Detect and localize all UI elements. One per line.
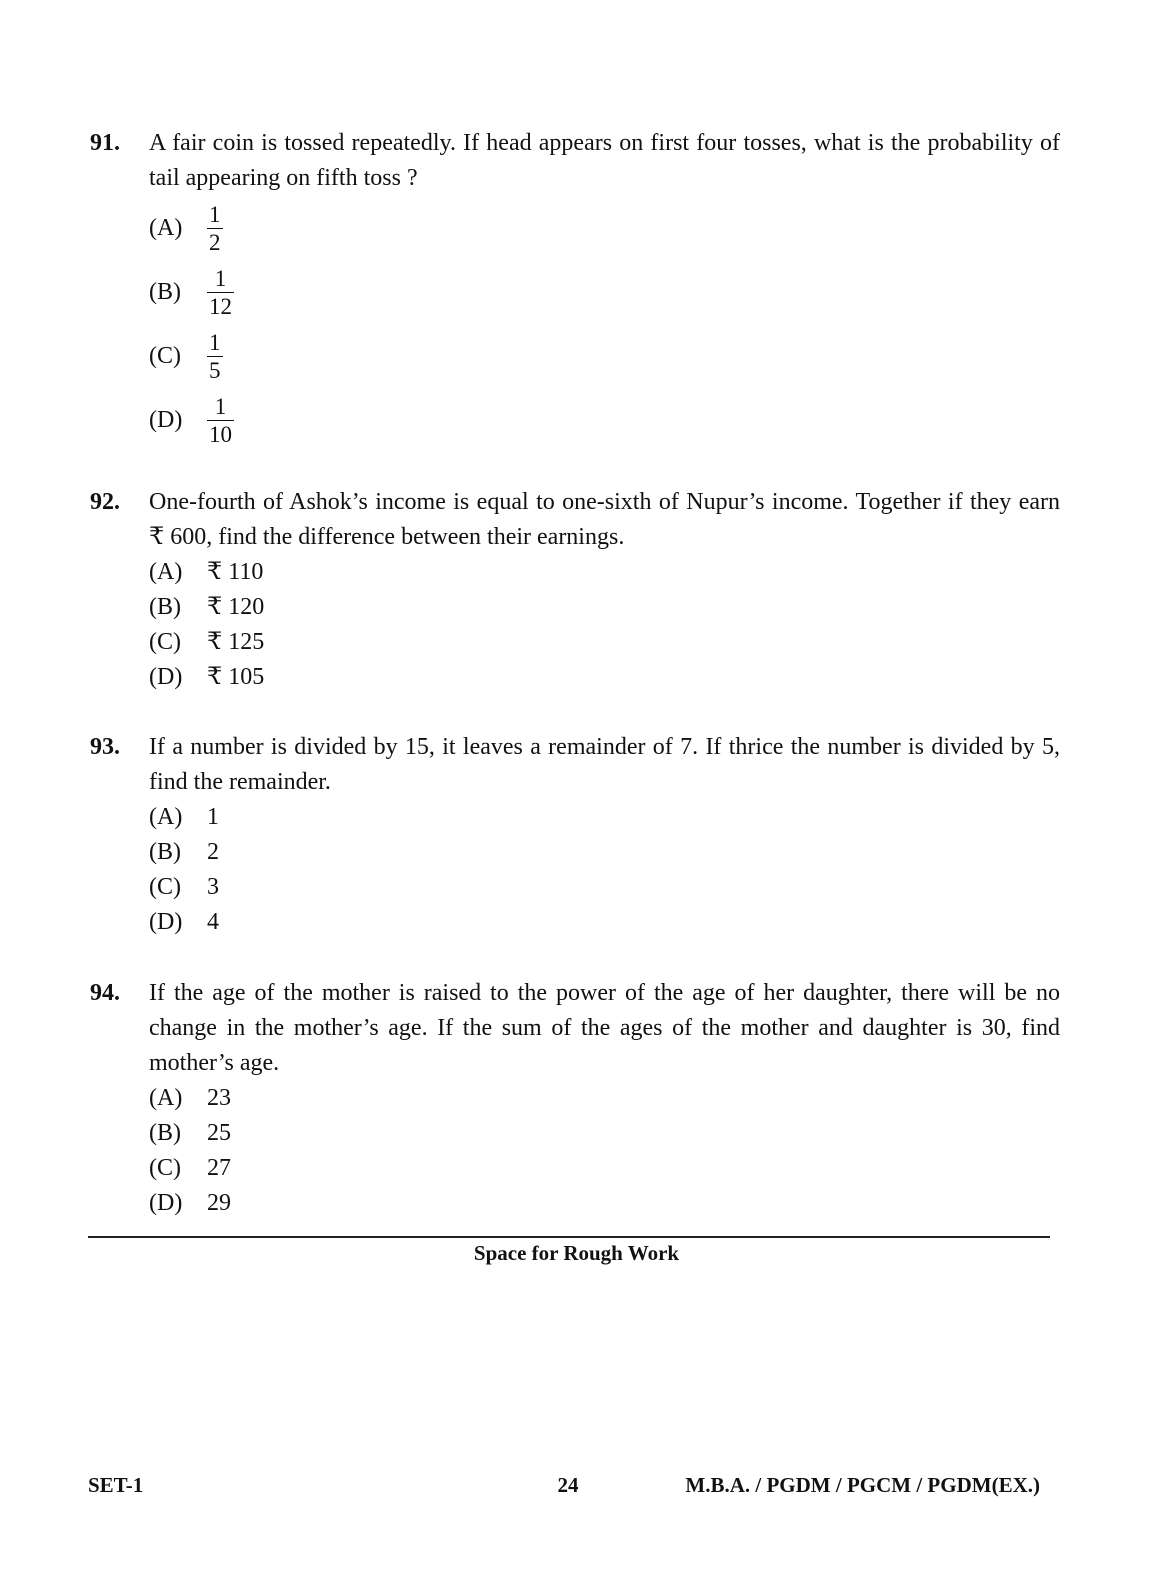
option-label: (D) xyxy=(149,909,183,935)
option-label: (C) xyxy=(149,1155,181,1181)
option-label: (A) xyxy=(149,1085,183,1111)
options-list xyxy=(149,800,1060,940)
question-91 xyxy=(90,126,1060,452)
option-value: 27 xyxy=(207,1155,231,1181)
footer-page-number: 24 xyxy=(557,1473,579,1497)
option-d xyxy=(149,905,1060,940)
question-94 xyxy=(90,976,1060,1221)
option-label: (B) xyxy=(149,839,181,865)
option-a xyxy=(149,555,1060,590)
option-a xyxy=(149,800,1060,835)
option-d xyxy=(149,660,1060,695)
fraction-denominator: 5 xyxy=(209,357,221,383)
option-c xyxy=(149,1151,1060,1186)
option-value: 29 xyxy=(207,1190,231,1216)
question-number: 92. xyxy=(90,489,120,515)
footer-set-label: SET-1 xyxy=(88,1473,144,1497)
option-value: 3 xyxy=(207,874,219,900)
option-value: 2 xyxy=(207,839,219,865)
option-label: (D) xyxy=(149,1190,183,1216)
question-text: One-fourth of Ashok’s income is equal to one-sixth of Nupur’s income. Together if they earn ₹ 600, find the difference between their earnings. xyxy=(149,489,1060,550)
question-text: If the age of the mother is raised to the power of the age of her daughter, there will be no change in the mother’s age. If the sum of the ages of the mother and daughter is 30, find mother’s age. xyxy=(149,980,1060,1076)
option-label: (A) xyxy=(149,804,183,830)
option-label: (D) xyxy=(149,664,183,690)
option-label: (B) xyxy=(149,278,181,305)
question-number: 94. xyxy=(90,980,120,1006)
option-b xyxy=(149,835,1060,870)
option-c xyxy=(149,870,1060,905)
option-d xyxy=(149,388,1060,452)
footer-course: M.B.A. / PGDM / PGCM / PGDM(EX.) xyxy=(685,1473,1040,1497)
rupee-symbol: ₹ xyxy=(207,664,223,690)
fraction-numerator: 1 xyxy=(209,329,221,355)
question-93 xyxy=(90,730,1060,940)
option-value: 23 xyxy=(207,1085,231,1111)
option-label: (A) xyxy=(149,214,183,241)
rupee-symbol: ₹ xyxy=(207,594,223,620)
option-label: (B) xyxy=(149,594,181,620)
option-label: (A) xyxy=(149,559,183,585)
fraction-denominator: 10 xyxy=(209,421,232,447)
option-value: 125 xyxy=(228,629,265,655)
option-a xyxy=(149,1081,1060,1116)
fraction xyxy=(207,201,223,256)
question-number: 93. xyxy=(90,734,120,760)
option-value: 4 xyxy=(207,909,219,935)
option-b xyxy=(149,590,1060,625)
option-c xyxy=(149,625,1060,660)
option-value: 105 xyxy=(228,664,265,690)
options-list xyxy=(149,1081,1060,1221)
fraction xyxy=(207,265,234,320)
question-text: If a number is divided by 15, it leaves a remainder of 7. If thrice the number is divided by 5, find the remainder. xyxy=(149,734,1060,795)
option-label: (C) xyxy=(149,874,181,900)
rupee-symbol: ₹ xyxy=(207,559,223,585)
options-list xyxy=(149,196,1060,452)
options-list xyxy=(149,555,1060,695)
option-label: (C) xyxy=(149,629,181,655)
question-number: 91. xyxy=(90,130,120,156)
option-d xyxy=(149,1186,1060,1221)
option-value: 120 xyxy=(228,594,265,620)
option-value: 1 xyxy=(207,804,219,830)
option-a xyxy=(149,196,1060,260)
option-value: 25 xyxy=(207,1120,231,1146)
fraction xyxy=(207,329,223,384)
option-value: 110 xyxy=(228,559,264,585)
option-b xyxy=(149,1116,1060,1151)
option-label: (C) xyxy=(149,342,181,369)
fraction xyxy=(207,393,234,448)
fraction-denominator: 2 xyxy=(209,229,221,255)
option-label: (D) xyxy=(149,406,183,433)
fraction-numerator: 1 xyxy=(209,201,221,227)
fraction-numerator: 1 xyxy=(214,393,227,419)
option-label: (B) xyxy=(149,1120,181,1146)
rough-work-heading: Space for Rough Work xyxy=(473,1241,680,1265)
rupee-symbol: ₹ xyxy=(207,629,223,655)
fraction-numerator: 1 xyxy=(214,265,227,291)
question-text: A fair coin is tossed repeatedly. If head appears on first four tosses, what is the probability of tail appearing on fifth toss ? xyxy=(149,130,1060,191)
question-92 xyxy=(90,485,1060,695)
option-c xyxy=(149,324,1060,388)
fraction-denominator: 12 xyxy=(209,293,232,319)
option-b xyxy=(149,260,1060,324)
